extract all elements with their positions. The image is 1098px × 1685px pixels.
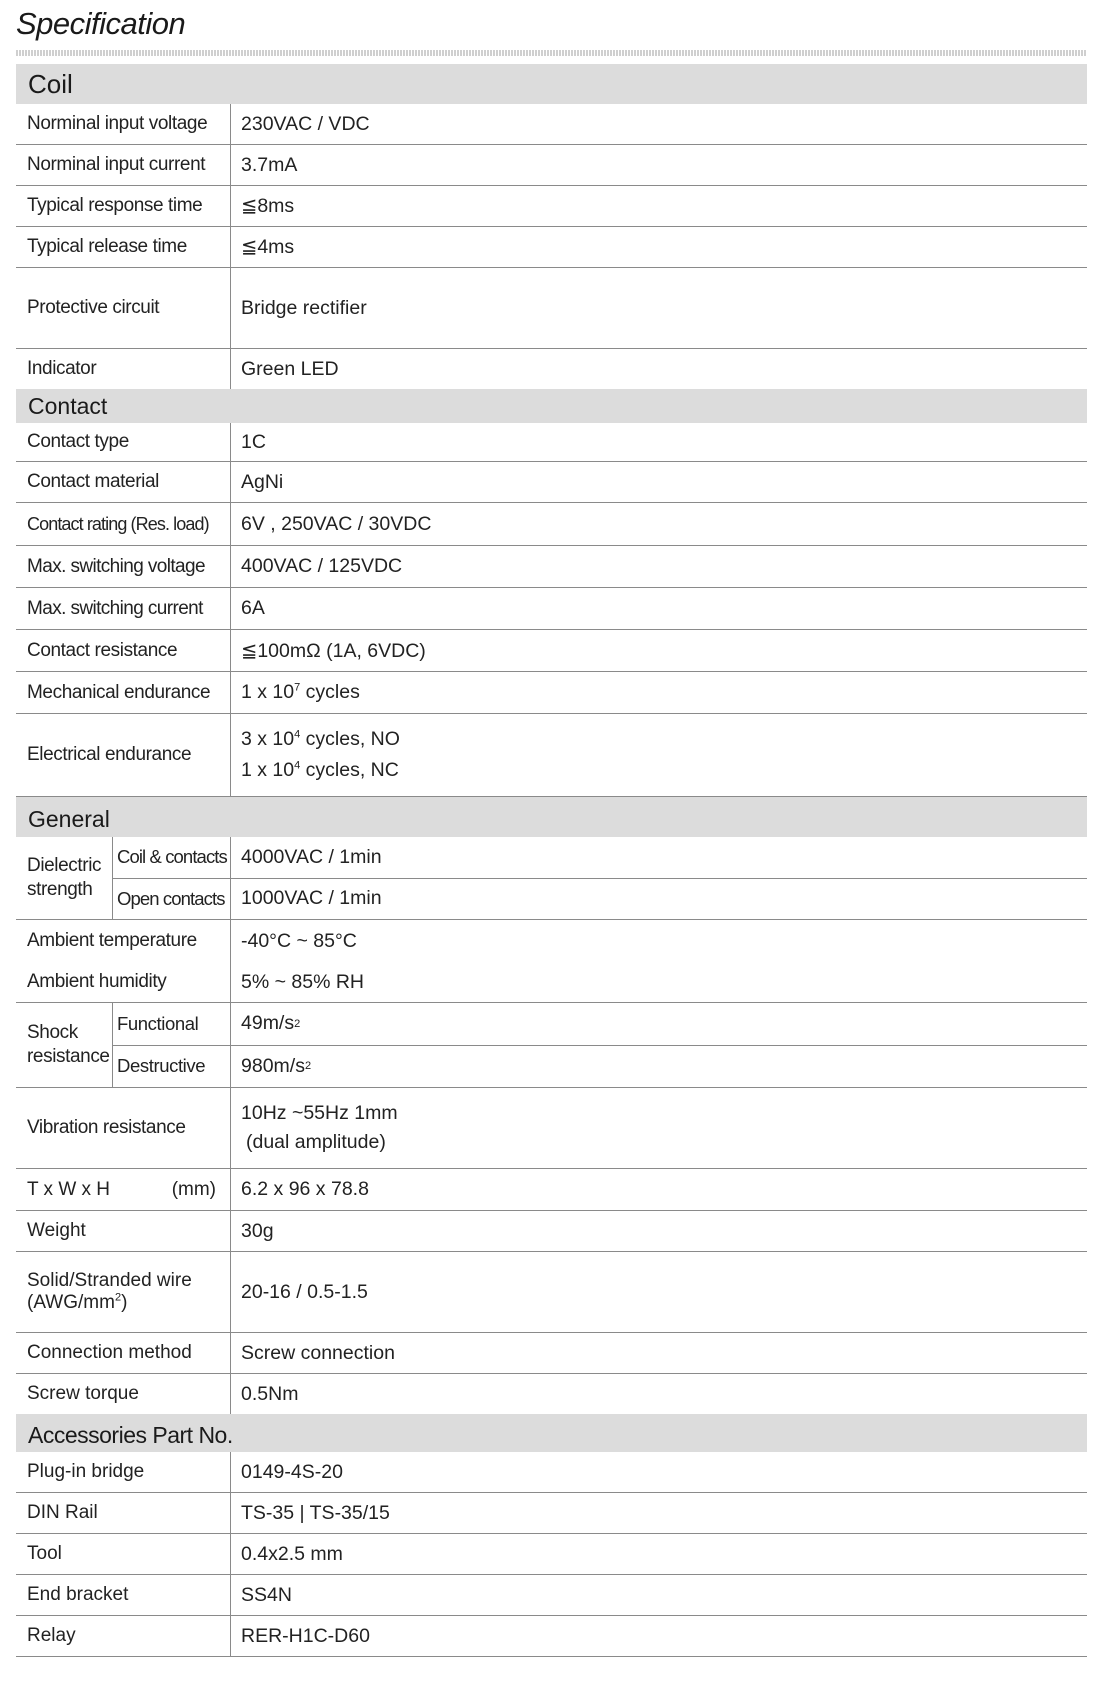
row-value: 6A bbox=[241, 597, 265, 619]
table-row-shock bbox=[16, 1003, 1087, 1088]
row-value: Screw connection bbox=[241, 1341, 395, 1364]
row-label: Protective circuit bbox=[16, 268, 231, 348]
row-value: 30g bbox=[241, 1219, 274, 1242]
table-row bbox=[16, 1616, 1087, 1657]
table-row bbox=[16, 630, 1087, 672]
table-row bbox=[16, 1575, 1087, 1616]
table-row bbox=[16, 1452, 1087, 1493]
row-value: 10Hz ~55Hz 1mm (dual amplitude) bbox=[241, 1102, 398, 1153]
row-value: 20-16 / 0.5-1.5 bbox=[241, 1280, 368, 1303]
table-row bbox=[16, 349, 1087, 389]
table-row bbox=[16, 920, 1087, 962]
row-value: 0149-4S-20 bbox=[241, 1460, 343, 1483]
row-label: DIN Rail bbox=[16, 1493, 231, 1533]
row-value: 230VAC / VDC bbox=[241, 112, 370, 135]
row-label: Screw torque bbox=[16, 1374, 231, 1414]
row-value: Bridge rectifier bbox=[241, 296, 367, 319]
table-row bbox=[16, 1534, 1087, 1575]
row-value: -40°C ~ 85°C bbox=[241, 929, 357, 952]
table-row bbox=[16, 268, 1087, 349]
table-row bbox=[16, 1088, 1087, 1169]
section-heading-general: General bbox=[16, 797, 1087, 837]
row-label: Plug-in bridge bbox=[16, 1452, 231, 1492]
table-row bbox=[16, 1211, 1087, 1252]
title-divider bbox=[16, 50, 1087, 56]
table-row bbox=[16, 546, 1087, 588]
row-value: 980m/s 2 bbox=[241, 1054, 312, 1077]
row-label: Vibration resistance bbox=[16, 1088, 231, 1168]
table-row bbox=[16, 672, 1087, 714]
row-label: Shock resistance bbox=[16, 1003, 113, 1087]
row-value: ≦100mΩ (1A, 6VDC) bbox=[241, 639, 426, 662]
row-value: ≦4ms bbox=[241, 236, 295, 258]
row-label: Max. switching current bbox=[16, 588, 231, 629]
table-row bbox=[16, 503, 1087, 546]
row-label: Connection method bbox=[16, 1333, 231, 1373]
row-label: Contact material bbox=[16, 462, 231, 502]
row-label: Contact rating (Res. load) bbox=[16, 503, 231, 545]
row-value: 1 x $10^7$ cycles bbox=[241, 681, 360, 703]
row-label: Mechanical endurance bbox=[16, 672, 231, 713]
row-value: 3 x $10^4$ cycles, NO 1 x $10^4$ cycles, NC bbox=[241, 728, 400, 781]
row-label: Max. switching voltage bbox=[16, 546, 231, 587]
row-value: ≦8ms bbox=[241, 195, 295, 217]
row-value: 3.7mA bbox=[241, 153, 298, 176]
sub-label: Coil & contacts bbox=[113, 837, 230, 879]
table-row bbox=[16, 104, 1087, 145]
table-row bbox=[16, 227, 1087, 268]
table-row-dielectric bbox=[16, 837, 1087, 920]
row-value: 1000VAC / 1min bbox=[241, 887, 382, 910]
table-row bbox=[16, 962, 1087, 1003]
row-value: Green LED bbox=[241, 357, 339, 380]
table-row bbox=[16, 1374, 1087, 1414]
row-label: Solid/Stranded wire $(AWG/mm^2)$ bbox=[16, 1252, 231, 1332]
table-row bbox=[16, 186, 1087, 227]
table-row bbox=[16, 588, 1087, 630]
table-row bbox=[16, 1493, 1087, 1534]
sub-label: Open contacts bbox=[117, 887, 225, 909]
row-value: 0.4x2.5 mm bbox=[241, 1542, 343, 1565]
row-label: Indicator bbox=[16, 349, 231, 389]
table-row bbox=[16, 1169, 1087, 1211]
row-label: Relay bbox=[16, 1616, 231, 1656]
table-row bbox=[16, 462, 1087, 503]
row-value: 6.2 x 96 x 78.8 bbox=[241, 1178, 369, 1200]
table-row bbox=[16, 1252, 1087, 1333]
row-label: Typical release time bbox=[16, 227, 231, 267]
table-row bbox=[16, 714, 1087, 797]
row-label: End bracket bbox=[16, 1575, 231, 1615]
row-label: T x W x H (mm) bbox=[16, 1169, 231, 1210]
row-label: Norminal input current bbox=[16, 145, 231, 185]
section-heading-contact: Contact bbox=[16, 389, 1087, 423]
row-value: 4000VAC / 1min bbox=[231, 837, 1087, 879]
row-value: TS-35 | TS-35/15 bbox=[241, 1501, 390, 1524]
row-label: Ambient humidity bbox=[16, 962, 231, 1002]
row-value: 5% ~ 85% RH bbox=[241, 970, 365, 993]
section-heading-coil: Coil bbox=[16, 64, 1087, 104]
row-label: Contact type bbox=[16, 423, 231, 461]
sub-label: Destructive bbox=[117, 1055, 206, 1077]
row-value: 400VAC / 125VDC bbox=[241, 555, 403, 577]
table-row bbox=[16, 145, 1087, 186]
row-value: SS4N bbox=[241, 1583, 292, 1606]
row-label: Tool bbox=[16, 1534, 231, 1574]
row-label: Ambient temperature bbox=[16, 920, 231, 962]
row-label: Electrical endurance bbox=[16, 714, 231, 796]
sub-label: Functional bbox=[113, 1003, 230, 1046]
row-value: 1C bbox=[241, 430, 266, 453]
spec-table bbox=[16, 64, 1087, 1657]
row-value: 49m/s 2 bbox=[231, 1003, 1087, 1046]
page-title: Specification bbox=[16, 6, 186, 41]
row-value: 0.5Nm bbox=[241, 1382, 299, 1405]
row-label: Dielectric strength bbox=[16, 837, 113, 919]
row-value: AgNi bbox=[241, 470, 284, 493]
section-heading-accessories: Accessories Part No. bbox=[16, 1414, 1087, 1452]
row-value: RER-H1C-D60 bbox=[241, 1624, 370, 1647]
row-label: Contact resistance bbox=[16, 630, 231, 671]
row-label: Norminal input voltage bbox=[16, 104, 231, 144]
row-label: Typical response time bbox=[16, 186, 231, 226]
table-row bbox=[16, 1333, 1087, 1374]
table-row bbox=[16, 423, 1087, 462]
row-label: Weight bbox=[16, 1211, 231, 1251]
row-value: 6V , 250VAC / 30VDC bbox=[241, 512, 432, 535]
